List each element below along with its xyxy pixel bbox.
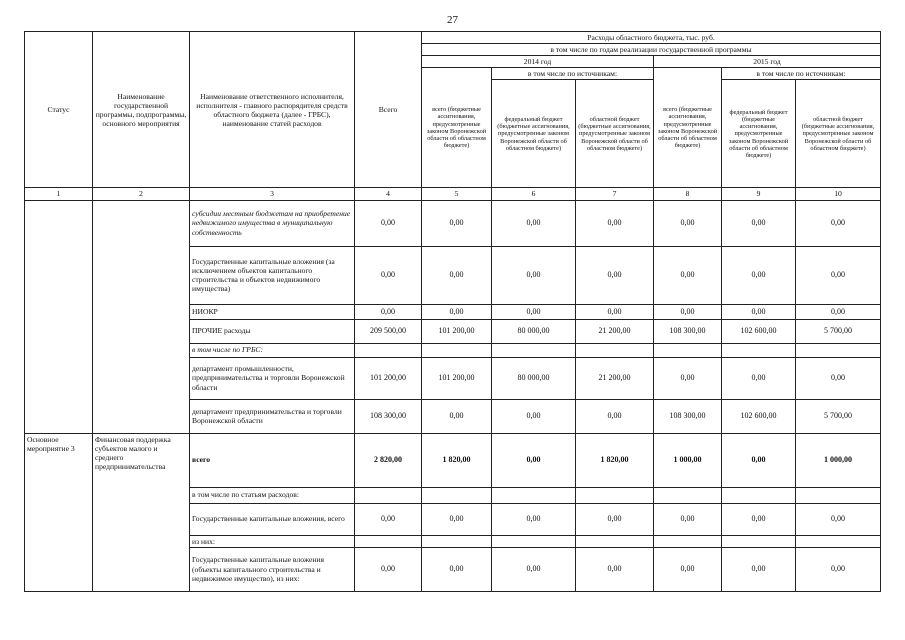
value-cell: 0,00	[576, 399, 654, 433]
value-cell: 0,00	[654, 304, 722, 319]
value-cell: 0,00	[576, 547, 654, 591]
value-cell: 102 600,00	[722, 319, 796, 343]
row-label: ПРОЧИЕ расходы	[190, 319, 355, 343]
value-cell: 0,00	[796, 246, 881, 304]
value-cell: 101 200,00	[422, 357, 492, 399]
value-cell: 0,00	[722, 433, 796, 487]
value-cell: 0,00	[654, 200, 722, 246]
value-cell: 1 820,00	[576, 433, 654, 487]
status-cell-empty	[25, 200, 93, 433]
column-number: 9	[722, 188, 796, 200]
header-2015-federal: федеральный бюджет (бюджетные ассигнования, предусмотренные законом Воронежской области об областном бюджете)	[722, 80, 796, 188]
column-number: 6	[492, 188, 576, 200]
value-cell: 0,00	[722, 200, 796, 246]
value-cell: 108 300,00	[654, 399, 722, 433]
row-label: из них:	[190, 535, 355, 547]
header-2014-regional: областной бюджет (бюджетные ассигнования, предусмотренные законом Воронежской области об областном бюджете)	[576, 80, 654, 188]
value-cell: 0,00	[654, 357, 722, 399]
value-cell: 0,00	[422, 246, 492, 304]
row-label: Государственные капитальные вложения, всего	[190, 503, 355, 535]
header-by-years: в том числе по годам реализации государственной программы	[422, 44, 881, 56]
value-cell: 2 820,00	[355, 433, 422, 487]
value-cell: 0,00	[722, 547, 796, 591]
value-cell: 0,00	[492, 547, 576, 591]
value-cell: 0,00	[355, 547, 422, 591]
header-2015-regional: областной бюджет (бюджетные ассигнования, предусмотренные законом Воронежской области об областном бюджете)	[796, 80, 881, 188]
header-2014-federal: федеральный бюджет (бюджетные ассигнования, предусмотренные законом Воронежской области об областном бюджете)	[492, 80, 576, 188]
page-number: 27	[447, 14, 458, 26]
value-cell: 0,00	[355, 503, 422, 535]
header-program-name: Наименование государственной программы, подпрограммы, основного мероприятия	[93, 32, 190, 188]
value-cell: 5 700,00	[796, 399, 881, 433]
column-number: 4	[355, 188, 422, 200]
row-label: департамент промышленности, предпринимательства и торговли Воронежской области	[190, 357, 355, 399]
value-cell: 0,00	[492, 399, 576, 433]
value-cell: 21 200,00	[576, 319, 654, 343]
value-cell: 0,00	[422, 304, 492, 319]
column-number: 10	[796, 188, 881, 200]
header-executor: Наименование ответственного исполнителя, исполнителя - главного распорядителя средств областного бюджета (далее - ГРБС), наименование статей расходов	[190, 32, 355, 188]
column-numbers-row	[25, 188, 881, 200]
value-cell: 0,00	[576, 503, 654, 535]
value-cell: 108 300,00	[654, 319, 722, 343]
value-cell: 0,00	[576, 200, 654, 246]
table-row	[25, 433, 881, 487]
value-cell: 0,00	[654, 246, 722, 304]
column-number: 7	[576, 188, 654, 200]
column-number: 8	[654, 188, 722, 200]
value-cell: 0,00	[576, 246, 654, 304]
row-label: Государственные капитальные вложения (объекты капитального строительства и недвижимое имущество), из них:	[190, 547, 355, 591]
header-status: Статус	[25, 32, 93, 188]
table-row	[25, 200, 881, 246]
column-number: 5	[422, 188, 492, 200]
value-cell: 209 500,00	[355, 319, 422, 343]
value-cell: 0,00	[722, 357, 796, 399]
row-label: в том числе по ГРБС:	[190, 343, 355, 357]
value-cell: 0,00	[722, 304, 796, 319]
value-cell: 80 000,00	[492, 319, 576, 343]
header-budget-title: Расходы областного бюджета, тыс. руб.	[422, 32, 881, 44]
value-cell: 0,00	[576, 304, 654, 319]
value-cell: 0,00	[422, 399, 492, 433]
value-cell: 0,00	[796, 503, 881, 535]
status-main-activity-3: Основное мероприятие 3	[25, 433, 93, 591]
header-2014-sources: в том числе по источникам:	[492, 68, 654, 80]
row-label: Государственные капитальные вложения (за исключением объектов капитального строительства и объектов недвижимого имущества)	[190, 246, 355, 304]
header-year-2015: 2015 год	[654, 56, 881, 68]
value-cell: 0,00	[492, 433, 576, 487]
row-label: НИОКР	[190, 304, 355, 319]
program-cell-empty	[93, 200, 190, 433]
row-label: департамент предпринимательства и торговли Воронежской области	[190, 399, 355, 433]
row-label: субсидии местным бюджетам на приобретение недвижимого имущества в муниципальную собственность	[190, 200, 355, 246]
value-cell: 0,00	[492, 246, 576, 304]
value-cell: 0,00	[492, 304, 576, 319]
header-2014-total: всего (бюджетные ассигнования, предусмотренные законом Воронежской области об областном бюджете)	[422, 68, 492, 188]
header-total: Всего	[355, 32, 422, 188]
value-cell: 21 200,00	[576, 357, 654, 399]
column-number: 2	[93, 188, 190, 200]
value-cell: 1 000,00	[796, 433, 881, 487]
row-label: всего	[190, 433, 355, 487]
value-cell: 101 200,00	[422, 319, 492, 343]
value-cell: 0,00	[796, 357, 881, 399]
value-cell: 108 300,00	[355, 399, 422, 433]
value-cell: 0,00	[422, 200, 492, 246]
header-year-2014: 2014 год	[422, 56, 654, 68]
value-cell: 0,00	[722, 503, 796, 535]
column-number: 1	[25, 188, 93, 200]
value-cell: 101 200,00	[355, 357, 422, 399]
value-cell: 0,00	[355, 246, 422, 304]
value-cell: 80 000,00	[492, 357, 576, 399]
budget-table	[24, 31, 881, 592]
value-cell: 0,00	[722, 246, 796, 304]
value-cell: 0,00	[422, 503, 492, 535]
value-cell: 0,00	[796, 304, 881, 319]
value-cell: 102 600,00	[722, 399, 796, 433]
value-cell: 0,00	[492, 503, 576, 535]
value-cell: 1 820,00	[422, 433, 492, 487]
value-cell: 0,00	[492, 200, 576, 246]
value-cell: 0,00	[355, 200, 422, 246]
value-cell: 0,00	[796, 547, 881, 591]
value-cell: 5 700,00	[796, 319, 881, 343]
value-cell: 0,00	[654, 547, 722, 591]
value-cell: 0,00	[654, 503, 722, 535]
program-name-financial-support: Финансовая поддержка субъектов малого и среднего предпринимательства	[93, 433, 190, 591]
row-label: в том числе по статьям расходов:	[190, 487, 355, 503]
value-cell: 0,00	[796, 200, 881, 246]
value-cell: 1 000,00	[654, 433, 722, 487]
column-number: 3	[190, 188, 355, 200]
header-2015-total: всего (бюджетные ассигнования, предусмотренные законом Воронежской области об областном бюджете)	[654, 68, 722, 188]
header-2015-sources: в том числе по источникам:	[722, 68, 881, 80]
value-cell: 0,00	[422, 547, 492, 591]
value-cell: 0,00	[355, 304, 422, 319]
